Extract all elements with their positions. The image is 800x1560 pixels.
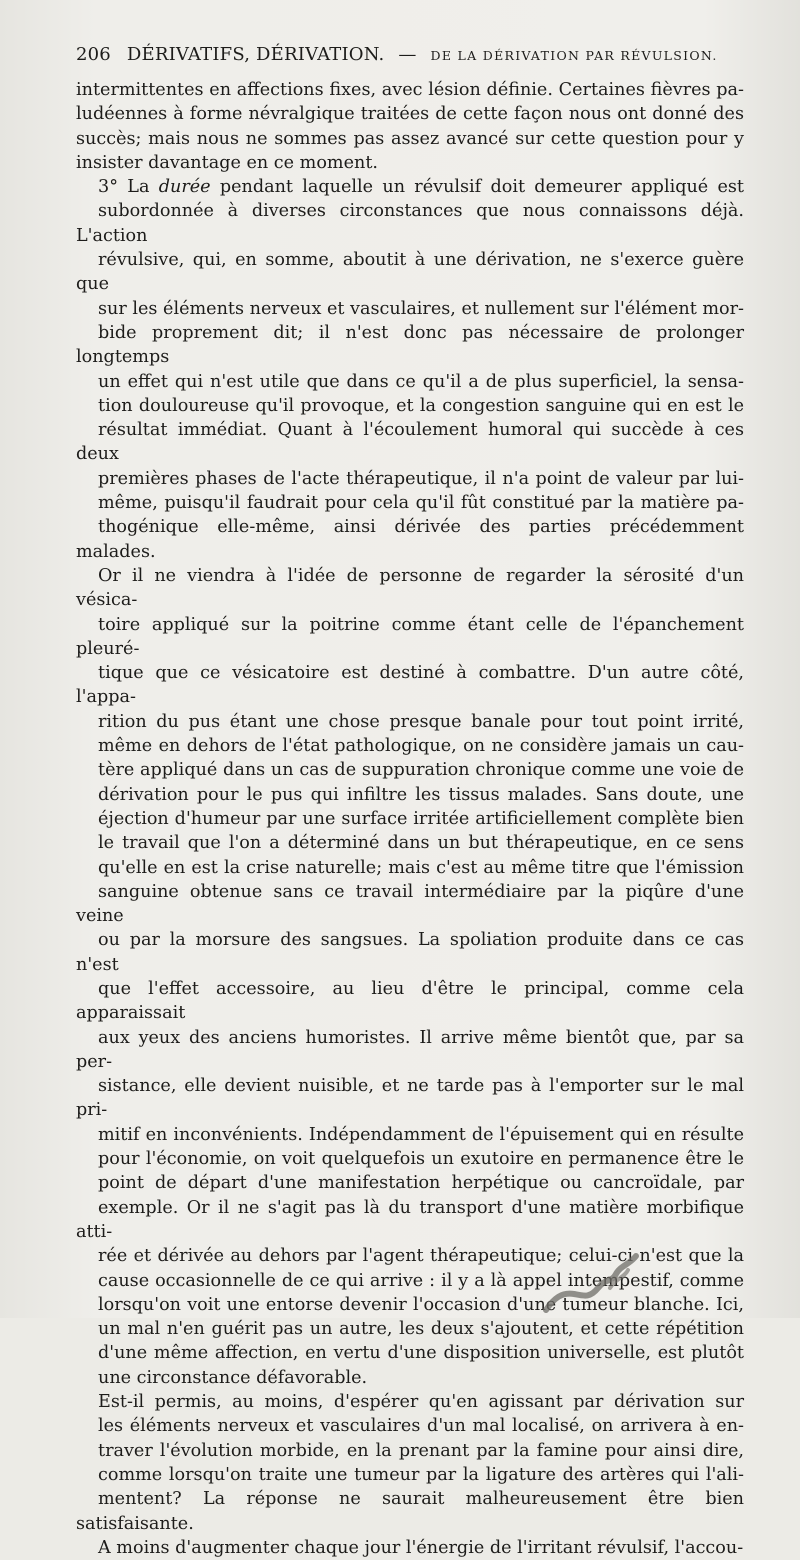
text-line: lorsqu'on voit une entorse devenir l'occasion d'une tumeur blanche. Ici, [98, 1294, 744, 1315]
ink-mark [540, 1248, 650, 1318]
text-line: une circonstance défavorable. [98, 1367, 368, 1388]
text-line: premières phases de l'acte thérapeutique, il n'a point de valeur par lui- [98, 468, 744, 489]
text-line: Est-il permis, au moins, d'espérer qu'en agissant par dérivation sur [98, 1392, 744, 1413]
text-line: sanguine obtenue sans ce travail intermédiaire par la piqûre d'une veine [76, 881, 744, 927]
text-line: A moins d'augmenter chaque jour l'énergie de l'irritant révulsif, l'accou- [98, 1537, 744, 1558]
text-line: traver l'évolution morbide, en la prenant par la famine pour ainsi dire, [98, 1440, 744, 1461]
text-line: ou par la morsure des sangsues. La spoliation produite dans ce cas n'est [76, 930, 744, 975]
text-line: sur les éléments nerveux et vasculaires, et nullement sur l'élément mor- [98, 298, 744, 319]
text-line: le travail que l'on a déterminé dans un but thérapeutique, en ce sens [98, 833, 744, 854]
text-line: les éléments nerveux et vasculaires d'un mal localisé, on arrivera à en- [98, 1416, 744, 1437]
page-number: 206 [76, 44, 111, 65]
text-line: tique que ce vésicatoire est destiné à combattre. D'un autre côté, l'appa- [76, 663, 744, 708]
paragraph [76, 175, 744, 1390]
text-line: d'une même affection, en vertu d'une disposition universelle, est plutôt [98, 1343, 744, 1364]
text-line: rition du pus étant une chose presque banale pour tout point irrité, [98, 711, 744, 732]
text-line: 3° La durée pendant laquelle un révulsif doit demeurer appliqué est [98, 177, 744, 198]
text-line: mitif en inconvénients. Indépendamment de l'épuisement qui en résulte [98, 1124, 744, 1145]
text-line: mentent? La réponse ne saurait malheureusement être bien satisfaisante. [76, 1489, 744, 1534]
text-line: cause occasionnelle de ce qui arrive : il y a là appel intempestif, comme [98, 1270, 744, 1291]
text-line: que l'effet accessoire, au lieu d'être le principal, comme cela apparaissait [76, 978, 744, 1024]
header-separator: — [398, 44, 417, 65]
paragraph [76, 1390, 744, 1560]
text-line: subordonnée à diverses circonstances que nous connaissons déjà. L'action [76, 201, 744, 246]
text-line: un mal n'en guérit pas un autre, les deux s'ajoutent, et cette répétition [98, 1319, 744, 1340]
paragraph [76, 78, 744, 175]
text-line: ludéennes à forme névralgique traitées de cette façon nous ont donné des [76, 104, 744, 125]
text-line: intermittentes en affections fixes, avec lésion définie. Certaines fièvres pa- [76, 80, 744, 100]
running-header [76, 44, 756, 65]
text-line: résultat immédiat. Quant à l'écoulement humoral qui succède à ces deux [76, 420, 744, 465]
text-line: même, puisqu'il faudrait pour cela qu'il fût constitué par la matière pa- [98, 493, 744, 514]
text-line: succès; mais nous ne sommes pas assez avancé sur cette question pour y [76, 128, 744, 149]
text-line: bide proprement dit; il n'est donc pas nécessaire de prolonger longtemps [76, 322, 744, 368]
text-line: tère appliqué dans un cas de suppuration chronique comme une voie de [98, 760, 744, 781]
text-line: comme lorsqu'on traite une tumeur par la ligature des artères qui l'ali- [98, 1464, 744, 1485]
text-line: dérivation pour le pus qui infiltre les tissus malades. Sans doute, une [98, 784, 744, 805]
text-line: rée et dérivée au dehors par l'agent thérapeutique; celui-ci n'est que la [98, 1246, 744, 1267]
text-line: qu'elle en est la crise naturelle; mais c'est au même titre que l'émission [98, 857, 744, 878]
text-line: même en dehors de l'état pathologique, on ne considère jamais un cau- [98, 736, 744, 757]
text-line: Or il ne viendra à l'idée de personne de regarder la sérosité d'un vésica- [76, 565, 744, 611]
text-line: insister davantage en ce moment. [76, 152, 379, 173]
text-line: révulsive, qui, en somme, aboutit à une dérivation, ne s'exerce guère que [76, 250, 744, 295]
header-subtitle: DE LA DÉRIVATION PAR RÉVULSION. [430, 48, 718, 63]
text-line: pour l'économie, on voit quelquefois un exutoire en permanence être le [98, 1149, 744, 1170]
text-line: point de départ d'une manifestation herpétique ou cancroïdale, par [98, 1173, 744, 1194]
text-line: un effet qui n'est utile que dans ce qu'il a de plus superficiel, la sensa- [98, 371, 744, 392]
text-line: thogénique elle-même, ainsi dérivée des parties précédemment malades. [76, 517, 744, 562]
header-title: DÉRIVATIFS, DÉRIVATION. [126, 44, 385, 65]
body-text [76, 78, 744, 1560]
text-line: toire appliqué sur la poitrine comme étant celle de l'épanchement pleuré- [76, 614, 744, 659]
text-line: sistance, elle devient nuisible, et ne tarde pas à l'emporter sur le mal pri- [76, 1076, 744, 1121]
text-line: tion douloureuse qu'il provoque, et la congestion sanguine qui en est le [98, 395, 744, 416]
text-line: éjection d'humeur par une surface irritée artificiellement complète bien [98, 808, 744, 829]
text-line: exemple. Or il ne s'agit pas là du transport d'une matière morbifique atti- [76, 1197, 744, 1242]
text-line: aux yeux des anciens humoristes. Il arrive même bientôt que, par sa per- [76, 1027, 744, 1072]
